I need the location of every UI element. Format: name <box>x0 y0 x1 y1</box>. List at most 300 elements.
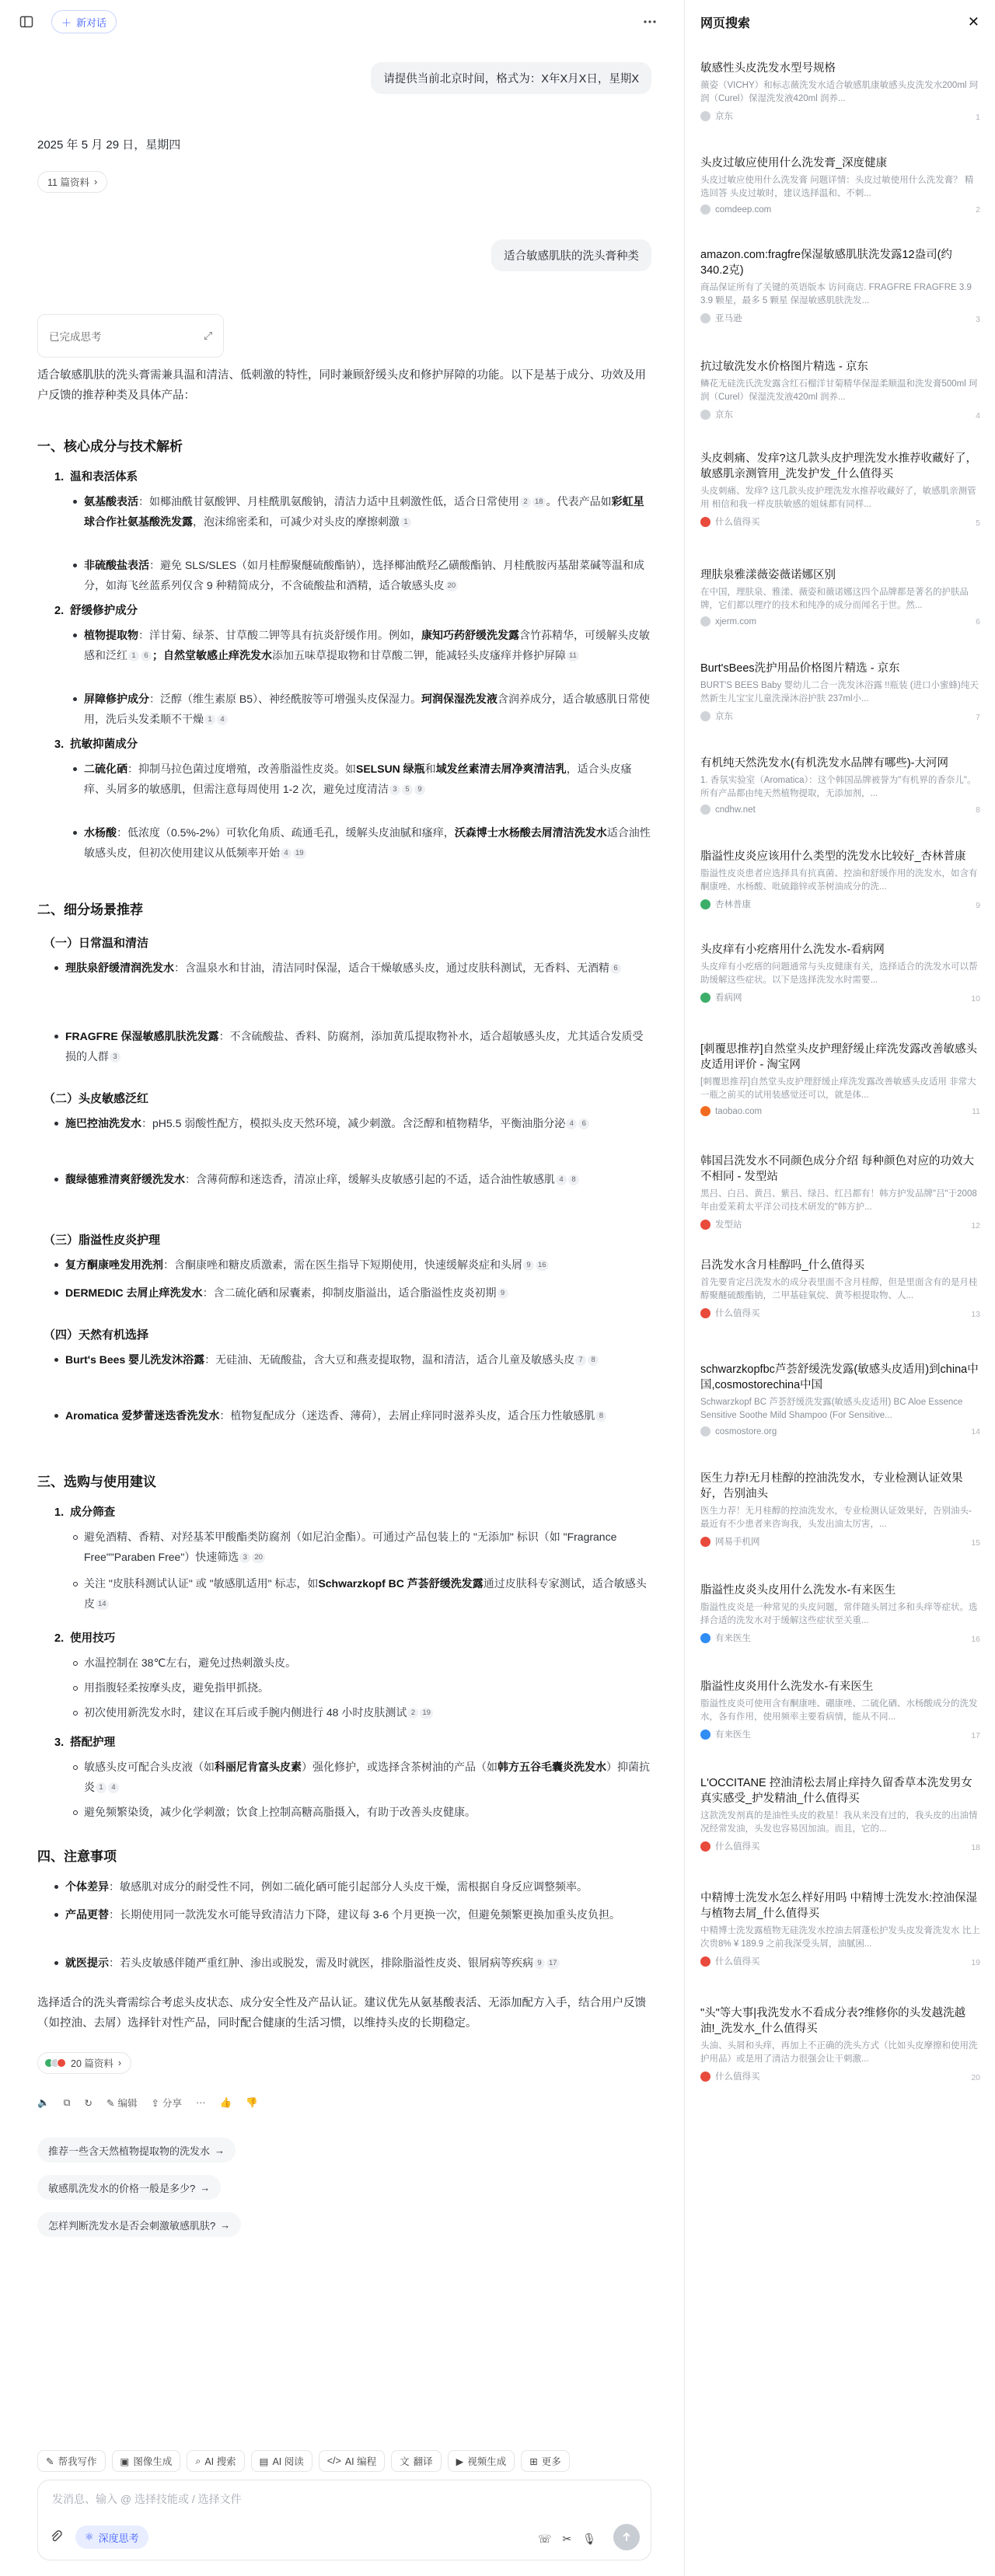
deep-think-toggle[interactable] <box>75 2525 148 2549</box>
result-index: 18 <box>971 1843 980 1852</box>
tool-label: 图像生成 <box>133 2456 173 2467</box>
suggestion-chip[interactable] <box>37 2138 236 2162</box>
citation[interactable]: 4 <box>281 848 292 859</box>
text: ：含温泉水和甘油，清洁同时保湿，适合干燥敏感头皮，通过皮肤科测试，无香料、无酒精 <box>174 962 609 974</box>
numbered-item: 2. 舒缓修护成分 <box>54 605 138 617</box>
bold-term: 产品更替 <box>65 1908 109 1921</box>
search-result[interactable] <box>700 1258 980 1319</box>
source-name: 发型站 <box>715 1220 742 1230</box>
numbered-item: 1. 温和表活体系 <box>54 471 138 483</box>
citation[interactable]: 19 <box>420 1708 433 1719</box>
citation[interactable]: 6 <box>578 1119 589 1129</box>
sidebar-toggle-icon[interactable] <box>16 11 37 33</box>
tool-image[interactable] <box>112 2450 181 2472</box>
bullet-item <box>73 625 651 665</box>
text: ：若头皮敏感伴随严重红肿、渗出或脱发，需及时就医，排除脂溢性皮炎、银屑病等疾病 <box>109 1956 533 1969</box>
site-favicon-icon <box>700 1308 710 1318</box>
source-name: 网易手机网 <box>715 1538 760 1547</box>
result-title[interactable]: amazon.com:fragfre保湿敏感肌肤洗发露12盎司(约340.2克) <box>700 249 952 277</box>
suggestion-label: 怎样判断洗发水是否会刺激敏感肌肤? <box>48 2219 216 2232</box>
text: 关注 "皮肤科测试认证" 或 "敏感肌适用" 标志，如 <box>84 1577 319 1590</box>
references-pill[interactable] <box>37 2052 131 2074</box>
message-input[interactable]: 发消息、输入 @ 选择技能或 / 选择文件 <box>52 2493 242 2505</box>
bold-term: 施巴控油洗发水 <box>65 1117 141 1129</box>
search-result[interactable] <box>700 1679 980 1740</box>
bullet-item <box>54 1349 651 1370</box>
result-snippet: [刺覆思推荐]自然堂头皮护理舒缓止痒洗发露改善敏感头皮适用 非常大一瓶之前买的试用装感觉还可以，就是体... <box>700 1077 976 1100</box>
more-options-icon[interactable] <box>639 11 661 33</box>
tool-label: 帮我写作 <box>58 2456 97 2467</box>
result-index: 11 <box>972 1107 980 1116</box>
result-snippet: 1. 香氛实验室（Aromatica）：这个韩国品牌被誉为"有机界的香奈儿"。所有产品都由纯天然植物提取，无添加剂，... <box>700 776 976 798</box>
item-title: 抗敏抑菌成分 <box>70 738 138 751</box>
section-title: 三、选购与使用建议 <box>37 1475 156 1489</box>
search-result[interactable] <box>700 756 980 815</box>
search-result[interactable] <box>700 1583 980 1644</box>
search-result[interactable] <box>700 2005 980 2082</box>
result-index: 14 <box>971 1427 980 1436</box>
tool-label: AI 搜索 <box>204 2456 236 2467</box>
source-name: 杏林普康 <box>715 900 751 909</box>
result-index: 4 <box>976 411 980 421</box>
result-index: 2 <box>976 205 980 215</box>
result-source <box>700 1632 980 1644</box>
bold-term: Aromatica 爱梦蕾迷迭香洗发水 <box>65 1409 220 1422</box>
item-title: 舒缓修护成分 <box>70 605 138 617</box>
bullet-item <box>54 958 651 978</box>
citation[interactable]: 3 <box>239 1552 250 1563</box>
citation[interactable]: 17 <box>546 1958 560 1969</box>
result-snippet: 头皮刺痛、发痒? 这几款头皮护理洗发水推荐收藏好了，敏感肌亲测管用 相信和我一样皮肤敏感的姐妹都有同样... <box>700 487 976 509</box>
text: 和 <box>424 763 436 775</box>
citation[interactable]: 19 <box>293 848 306 859</box>
search-result[interactable] <box>700 1471 980 1548</box>
favicon-dot <box>57 2058 66 2068</box>
text: 适合油性敏感头皮，但初次使用建议从低频率开始 <box>84 826 651 859</box>
suggestion-chip[interactable] <box>37 2212 241 2237</box>
thumbs-down-icon[interactable]: 👎 <box>246 2096 258 2108</box>
result-index: 7 <box>976 713 980 722</box>
citation[interactable]: 11 <box>567 651 579 661</box>
bold-term: 域发丝素清去屑净爽清洁乳 <box>435 763 567 775</box>
bullet-item <box>54 1953 651 1973</box>
result-title[interactable]: 吕洗发水含月桂醇吗_什么值得买 <box>700 1259 865 1272</box>
text: 添加五味草提取物和甘草酸二钾，能减轻头皮瘙痒并修护屏障 <box>272 649 566 661</box>
citation[interactable]: 20 <box>445 581 459 592</box>
phone-icon[interactable]: ☏ <box>537 2532 552 2545</box>
citation[interactable]: 4 <box>217 714 228 725</box>
image-icon: ▣ <box>120 2456 130 2467</box>
result-snippet: 医生力荐！无月桂醇的控油洗发水，专业检测认证效果好，告别油头-最近有不少患者来咨询我，头发出油太厉害，... <box>700 1506 972 1529</box>
site-favicon-icon <box>700 111 710 121</box>
citation[interactable]: 3 <box>389 784 400 795</box>
bold-term: 二硫化硒 <box>84 763 127 775</box>
site-favicon-icon <box>700 313 710 323</box>
bold-term: ；自然堂敏感止痒洗发水 <box>152 649 272 661</box>
text: ：避免 SLS/SLES（如月桂醇聚醚硫酸酯钠），选择椰油酰羟乙磺酸酯钠、月桂酰胺丙基甜菜碱等温和成分，如海飞丝蓝系列仅含 9 种精简成分，不含硫酸盐和酒精，适合敏感头皮 <box>84 559 645 592</box>
source-name: 有来医生 <box>715 1730 751 1740</box>
citation[interactable]: 16 <box>536 1260 549 1271</box>
suggestion-label: 推荐一些含天然植物提取物的洗发水 <box>48 2145 211 2157</box>
site-favicon-icon <box>700 1841 710 1852</box>
references-pill[interactable] <box>37 171 107 193</box>
bold-term: 非硫酸盐表活 <box>84 559 149 571</box>
pen-icon: ✎ <box>46 2456 54 2467</box>
result-snippet: 鳞花无硅洗氏洗发露含红石榴洋甘菊精华保湿柔顺温和洗发膏500ml 珂润（Curel）保湿洗发液420ml 润养... <box>700 379 978 402</box>
citation[interactable]: 18 <box>532 497 546 508</box>
edit-label: 编辑 <box>117 2098 138 2109</box>
site-favicon-icon <box>700 1730 710 1740</box>
result-index: 12 <box>971 1221 980 1230</box>
tool-search[interactable] <box>187 2450 244 2472</box>
source-name: taobao.com <box>715 1106 763 1116</box>
text: 通过皮肤科专家测试，适合敏感头皮 <box>84 1577 647 1610</box>
result-title[interactable]: 理肤泉雅漾薇姿薇诺娜区别 <box>700 569 836 581</box>
citation[interactable]: 2 <box>407 1708 418 1719</box>
result-index: 16 <box>971 1635 980 1644</box>
chevron-right-icon: › <box>117 2058 122 2068</box>
result-index: 1 <box>976 113 980 122</box>
share-button[interactable] <box>152 2096 183 2110</box>
copy-button[interactable] <box>64 2097 71 2109</box>
result-snippet: 黑吕、白吕、黄吕、紫吕、绿吕、红吕都有！韩方护发品牌"吕"于2008年由爱茉莉太平洋公司技术研发的"韩方护... <box>700 1189 977 1212</box>
bold-term: 个体差异 <box>65 1880 109 1893</box>
result-snippet: 在中国，理肤泉、雅漾、薇姿和薇诺娜这四个品牌都是著名的护肤品牌，它们都以理疗的技术和纯净的成分而闻名于世。然... <box>700 588 969 610</box>
more-icon[interactable]: ··· <box>196 2097 206 2108</box>
result-source <box>700 1106 980 1116</box>
citation[interactable]: 4 <box>108 1782 119 1793</box>
result-index: 15 <box>971 1538 980 1548</box>
result-source <box>700 312 980 324</box>
result-title[interactable]: 敏感性头皮洗发水型号规格 <box>700 62 836 75</box>
citation[interactable]: 7 <box>575 1355 586 1366</box>
citation[interactable]: 1 <box>400 517 411 528</box>
tool-reading[interactable] <box>251 2450 312 2472</box>
message-actions <box>37 2096 258 2110</box>
user-message: 适合敏感肌肤的洗头膏种类 <box>491 239 651 271</box>
bold-term: 珂润保湿洗发液 <box>421 693 498 705</box>
result-title[interactable]: 中精博士洗发水怎么样好用吗 中精博士洗发水:控油保湿与植物去屑_什么值得买 <box>700 1892 978 1920</box>
citation[interactable]: 8 <box>568 1175 579 1185</box>
text: ：洋甘菊、绿茶、甘草酸二钾等具有抗炎舒缓作用。例如， <box>138 629 421 641</box>
result-source <box>700 898 980 910</box>
bold-term: FRAGFRE 保湿敏感肌肤洗发露 <box>65 1030 219 1042</box>
result-title[interactable]: 抗过敏洗发水价格图片精选 - 京东 <box>700 361 868 373</box>
result-snippet: 薇姿（VICHY）和标志薇洗发水适合敏感肌康敏感头皮洗发水200ml 珂润（Curel）保湿洗发液420ml 润养... <box>700 81 979 103</box>
result-index: 19 <box>971 1958 980 1967</box>
result-title[interactable]: 韩国吕洗发水不同颜色成分介绍 每种颜色对应的功效大不相同 - 发型站 <box>700 1155 975 1183</box>
bold-term: Schwarzkopf BC 芦荟舒缓洗发露 <box>318 1577 484 1590</box>
result-snippet: Schwarzkopf BC 芦荟舒缓洗发露(敏感头皮适用) BC Aloe Essence Sensitive Soothe Mild Shampoo (For Sensitive... <box>700 1398 963 1420</box>
bullet-item <box>54 1283 651 1303</box>
tool-translate[interactable] <box>391 2450 442 2472</box>
source-name: 什么值得买 <box>715 518 760 527</box>
bullet-item <box>73 555 651 595</box>
bullet-item <box>73 1677 651 1698</box>
search-result[interactable] <box>700 155 980 215</box>
assistant-answer-date: 2025 年 5 月 29 日，星期四 <box>37 138 181 152</box>
chevron-right-icon: › <box>93 176 98 187</box>
text: ：含二硫化硒和尿囊素，抑制皮脂溢出，适合脂溢性皮炎初期 <box>202 1286 497 1299</box>
site-favicon-icon <box>700 1220 710 1230</box>
bold-term: 复方酮康唑发用洗剂 <box>65 1258 163 1271</box>
citation[interactable]: 9 <box>534 1958 545 1969</box>
scissors-icon[interactable]: ✂ <box>562 2532 572 2545</box>
copy-icon: ⧉ <box>63 2096 71 2108</box>
tool-coding[interactable] <box>319 2450 385 2472</box>
search-result[interactable] <box>700 849 980 910</box>
arrow-right-icon: → <box>200 2181 211 2194</box>
citation[interactable]: 14 <box>96 1599 109 1610</box>
citation[interactable]: 9 <box>498 1288 508 1299</box>
item-title: 搭配护理 <box>70 1737 116 1749</box>
book-icon: ▤ <box>259 2456 269 2467</box>
result-snippet: BURT'S BEES Baby 婴幼儿二合一洗发沐浴露 !!瓶装 (进口小蜜蜂)纯天然新生儿宝宝儿童洗澡沐浴护肤 237ml小... <box>700 681 979 703</box>
text: ：抑制马拉色菌过度增殖，改善脂溢性皮炎。如 <box>127 763 356 775</box>
tool-video[interactable] <box>448 2450 515 2472</box>
result-source <box>700 1535 980 1548</box>
new-chat-button[interactable] <box>51 10 117 33</box>
top-bar <box>0 0 684 44</box>
search-result[interactable] <box>700 247 980 324</box>
code-icon: </> <box>326 2456 341 2466</box>
arrow-right-icon: → <box>215 2144 225 2156</box>
bold-term: 水杨酸 <box>84 826 117 839</box>
result-snippet: 中精博士洗发露植物无硅洗发水控油去屑蓬松护发头皮发膏洗发水 比上次贵8% ¥ 189.9 之前我深受头屑，油腻困... <box>700 1926 980 1949</box>
citation[interactable]: 6 <box>141 651 152 661</box>
result-source <box>700 1840 980 1852</box>
numbered-item: 3. 搭配护理 <box>54 1737 116 1749</box>
bold-term: SELSUN 绿瓶 <box>356 763 425 775</box>
grid-icon: ⊞ <box>529 2456 538 2467</box>
result-title[interactable]: 医生力荐!无月桂醇的控油洗发水，专业检测认证效果好，告别油头 <box>700 1472 963 1500</box>
result-title[interactable]: L'OCCITANE 控油清松去屑止痒持久留香草本洗发男女真实感受_护发精油_什么值得买 <box>700 1777 972 1805</box>
bullet-item <box>73 822 651 863</box>
text: ：含薄荷醇和迷迭香，清凉止痒，缓解头皮敏感引起的不适，适合油性敏感肌 <box>185 1173 555 1185</box>
site-favicon-icon <box>700 993 710 1003</box>
result-title[interactable]: 脂溢性皮炎头皮用什么洗发水-有来医生 <box>700 1584 896 1597</box>
bold-term: DERMEDIC 去屑止痒洗发水 <box>65 1286 203 1299</box>
search-result[interactable] <box>700 1890 980 1967</box>
tool-writing[interactable] <box>37 2450 106 2472</box>
result-index: 8 <box>976 805 980 815</box>
source-name: 看病网 <box>715 993 742 1003</box>
microphone-icon[interactable]: 🎙 <box>582 2532 596 2545</box>
tool-more[interactable] <box>521 2450 570 2472</box>
text: ：无硅油、无硫酸盐，含大豆和燕麦提取物，温和清洁，适合儿童及敏感头皮 <box>204 1353 575 1366</box>
citation[interactable]: 6 <box>610 963 621 974</box>
item-title: 温和表活体系 <box>70 471 138 483</box>
result-title[interactable]: 头皮过敏应使用什么洗发膏_深度健康 <box>700 157 888 169</box>
citation[interactable]: 8 <box>595 1411 606 1422</box>
source-name: 什么值得买 <box>715 1842 760 1852</box>
references-count: 20 篇资料 <box>71 2058 113 2069</box>
source-name: 什么值得买 <box>715 1309 760 1318</box>
bullet-item <box>54 1876 651 1897</box>
deep-think-label: 深度思考 <box>98 2532 139 2544</box>
result-title[interactable]: Burt'sBees洗护用品价格图片精选 - 京东 <box>700 662 900 675</box>
result-source <box>700 110 980 122</box>
text: ：长期使用同一款洗发水可能导致清洁力下降，建议每 3-6 个月更换一次，但避免频繁更换加重头皮负担。 <box>109 1908 621 1921</box>
search-result[interactable] <box>700 1362 980 1436</box>
bold-term: 氨基酸表活 <box>84 495 138 508</box>
tool-label: AI 阅读 <box>272 2456 304 2467</box>
bold-term: 韩方五谷毛囊炎洗发水 <box>498 1761 606 1773</box>
text: ：泛醇（维生素原 B5）、神经酰胺等可增强头皮保湿力。 <box>149 693 422 705</box>
source-name: cndhw.net <box>715 805 756 815</box>
bold-term: 科丽尼肯富头皮素 <box>215 1761 302 1773</box>
bullet-item <box>73 1573 651 1614</box>
text: 含润养成分，适合敏感肌日常使用，洗后头发柔顺不干燥 <box>84 693 651 725</box>
bullet-item <box>54 1113 651 1133</box>
citation[interactable]: 1 <box>96 1782 106 1793</box>
text: ：含酮康唑和糖皮质激素，需在医生指导下短期使用，快速缓解炎症和头屑 <box>163 1258 522 1271</box>
regenerate-icon[interactable]: ↻ <box>84 2097 93 2109</box>
text: 避免酒精、香精、对羟基苯甲酸酯类防腐剂（如尼泊金酯）。可通过产品包装上的 "无添加" 标识（如 "Fragrance Free""Paraben Free"）快速筛选 <box>84 1531 617 1563</box>
citation[interactable]: 9 <box>414 784 425 795</box>
search-result[interactable] <box>700 942 980 1004</box>
attach-icon[interactable] <box>49 2529 63 2546</box>
site-favicon-icon <box>700 899 710 909</box>
source-favicons <box>44 2058 66 2068</box>
search-result[interactable] <box>700 661 980 722</box>
video-icon: ▶ <box>456 2456 464 2467</box>
result-title[interactable]: 脂溢性皮炎应该用什么类型的洗发水比较好_杏林普康 <box>700 850 966 863</box>
text: 用指腹轻柔按摩头皮，避免指甲抓挠。 <box>84 1681 269 1694</box>
translate-icon: 文 <box>400 2456 410 2467</box>
result-source <box>700 204 980 215</box>
source-name: 有来医生 <box>715 1634 751 1643</box>
site-favicon-icon <box>700 1956 710 1967</box>
text: 敏感头皮可配合头皮液（如 <box>84 1761 215 1773</box>
panel-title: 网页搜索 <box>700 16 751 30</box>
citation[interactable]: 2 <box>520 497 531 508</box>
result-snippet: 脂溢性皮炎患者应选择具有抗真菌、控油和舒缓作用的洗发水，如含有酮康唑、水杨酸、吡硫鎓锌或茶树油成分的洗... <box>700 869 978 892</box>
result-source <box>700 1955 980 1967</box>
references-count: 11 篇资料 <box>47 177 89 188</box>
thinking-status-box[interactable] <box>37 314 224 358</box>
result-title[interactable]: 头皮刺痛、发痒?这几款头皮护理洗发水推荐收藏好了，敏感肌亲测管用_洗发护发_什么值得买 <box>700 452 978 480</box>
result-source <box>700 1307 980 1319</box>
result-index: 5 <box>976 518 980 528</box>
result-title[interactable]: [刺覆思推荐]自然堂头皮护理舒缓止痒洗发露改善敏感头皮适用评价 - 淘宝网 <box>700 1043 978 1071</box>
send-button[interactable] <box>613 2524 640 2550</box>
bullet-item <box>73 1653 651 1673</box>
result-title[interactable]: schwarzkopfbc芦荟舒缓洗发露(敏感头皮适用)到china中国,cosmostorechina中国 <box>700 1363 979 1391</box>
bold-term: 彩虹星球合作社氨基酸洗发露 <box>84 495 644 528</box>
plus-icon: ＋ <box>61 16 72 29</box>
message-input-box[interactable] <box>37 2480 651 2560</box>
bullet-item <box>73 491 651 532</box>
result-index: 10 <box>971 994 980 1004</box>
speaker-icon[interactable]: 🔈 <box>37 2096 50 2108</box>
close-icon[interactable]: ✕ <box>967 13 979 30</box>
numbered-item: 1. 成分筛查 <box>54 1506 116 1519</box>
share-icon: ⇪ <box>151 2097 159 2109</box>
citation[interactable]: 8 <box>588 1355 599 1366</box>
text: ，适合头皮瘙痒、头屑多的敏感肌，但需注意每周使用 1-2 次，避免过度清洁 <box>84 763 632 795</box>
numbered-item: 2. 使用技巧 <box>54 1632 116 1645</box>
bold-term: 康知巧药舒缓洗发露 <box>421 629 519 641</box>
item-title: 成分筛查 <box>70 1506 116 1519</box>
edit-icon: ✎ <box>106 2097 115 2109</box>
source-name: xjerm.com <box>715 616 757 627</box>
answer-intro: 适合敏感肌肤的洗头膏需兼具温和清洁、低刺激的特性，同时兼顾舒缓头皮和修护屏障的功能。以下是基于成分、功效及用户反馈的推荐种类及具体产品： <box>37 369 646 402</box>
search-result[interactable] <box>700 359 980 421</box>
search-result[interactable] <box>700 1042 980 1116</box>
source-name: 京东 <box>715 112 733 121</box>
text: ：如椰油酰甘氨酸钾、月桂酰肌氨酸钠，清洁力适中且刺激性低，适合日常使用 <box>138 495 519 508</box>
bullet-item <box>54 1169 651 1189</box>
bullet-item <box>73 689 651 729</box>
citation[interactable]: 9 <box>523 1260 534 1271</box>
search-result[interactable] <box>700 567 980 627</box>
result-source <box>700 805 980 815</box>
source-name: 什么值得买 <box>715 1957 760 1967</box>
result-title[interactable]: "头"等大事|我洗发水不看成分表?维修你的头发越洗越油!_洗发水_什么值得买 <box>700 2007 966 2035</box>
result-index: 9 <box>976 901 980 910</box>
bold-term: 理肤泉舒缓清润洗发水 <box>65 962 174 974</box>
arrow-up-icon <box>621 2532 632 2543</box>
result-title[interactable]: 头皮痒有小疙瘩用什么洗发水-看病网 <box>700 944 885 956</box>
section-title: 二、细分场景推荐 <box>37 902 143 917</box>
result-index: 13 <box>971 1310 980 1319</box>
citation[interactable]: 1 <box>128 651 139 661</box>
citation[interactable]: 20 <box>252 1552 265 1563</box>
result-index: 6 <box>976 617 980 627</box>
citation[interactable]: 5 <box>402 784 413 795</box>
bullet-item <box>73 1802 651 1822</box>
search-result[interactable] <box>700 1154 980 1230</box>
result-title[interactable]: 脂溢性皮炎用什么洗发水-有来医生 <box>700 1681 874 1693</box>
suggestion-chip[interactable] <box>37 2175 221 2200</box>
result-source <box>700 408 980 421</box>
citation[interactable]: 4 <box>556 1175 567 1185</box>
bullet-item <box>54 1255 651 1275</box>
bold-term: 植物提取物 <box>84 629 138 641</box>
result-title[interactable]: 有机纯天然洗发水(有机洗发水品牌有哪些)-大河网 <box>700 757 948 770</box>
text: ：pH5.5 弱酸性配方，模拟头皮天然环境，减少刺激。含泛醇和植物精华，平衡油脂分泌 <box>141 1117 566 1129</box>
section-title: 四、注意事项 <box>37 1849 117 1864</box>
bold-term: 屏障修护成分 <box>84 693 149 705</box>
section-title: 一、核心成分与技术解析 <box>37 439 183 454</box>
thumbs-up-icon[interactable]: 👍 <box>219 2096 232 2108</box>
source-name: cosmostore.org <box>715 1426 777 1436</box>
citation[interactable]: 1 <box>204 714 215 725</box>
edit-button[interactable] <box>106 2096 138 2110</box>
text: ：植物复配成分（迷迭香、薄荷），去屑止痒同时滋养头皮，适合压力性敏感肌 <box>219 1409 595 1422</box>
text: ：低浓度（0.5%-2%）可软化角质、疏通毛孔，缓解头皮油腻和瘙痒， <box>117 826 455 839</box>
bold-term: 就医提示 <box>65 1956 109 1969</box>
tool-label: 更多 <box>541 2456 561 2467</box>
bullet-item <box>73 1757 651 1797</box>
text: ，泡沫绵密柔和，可减少对头皮的摩擦刺激 <box>193 515 400 528</box>
result-source <box>700 1426 980 1436</box>
result-snippet: 头皮痒有小疙瘩的问题通常与头皮健康有关，选择适合的洗发水可以帮助缓解这些症状。以下是选择洗发水时需要... <box>700 962 978 985</box>
bullet-item <box>73 1702 651 1723</box>
result-snippet: 这款洗发剂真的是油性头皮的救星！我从来没有过的，我头皮的出油情况经常发油，头发也容易因加油。而且，它的... <box>700 1811 978 1834</box>
search-result[interactable] <box>700 451 980 528</box>
search-result[interactable] <box>700 61 980 122</box>
suggestion-label: 敏感肌洗发水的价格一般是多少? <box>48 2182 196 2194</box>
citation[interactable]: 3 <box>110 1052 120 1063</box>
search-result[interactable] <box>700 1775 980 1852</box>
item-title: 使用技巧 <box>70 1632 116 1645</box>
subsection-title: （三）脂溢性皮炎护理 <box>44 1234 161 1247</box>
citation[interactable]: 4 <box>566 1119 577 1129</box>
bullet-item <box>73 759 651 799</box>
text: ）强化修护，或选择含茶树油的产品（如 <box>302 1761 498 1773</box>
